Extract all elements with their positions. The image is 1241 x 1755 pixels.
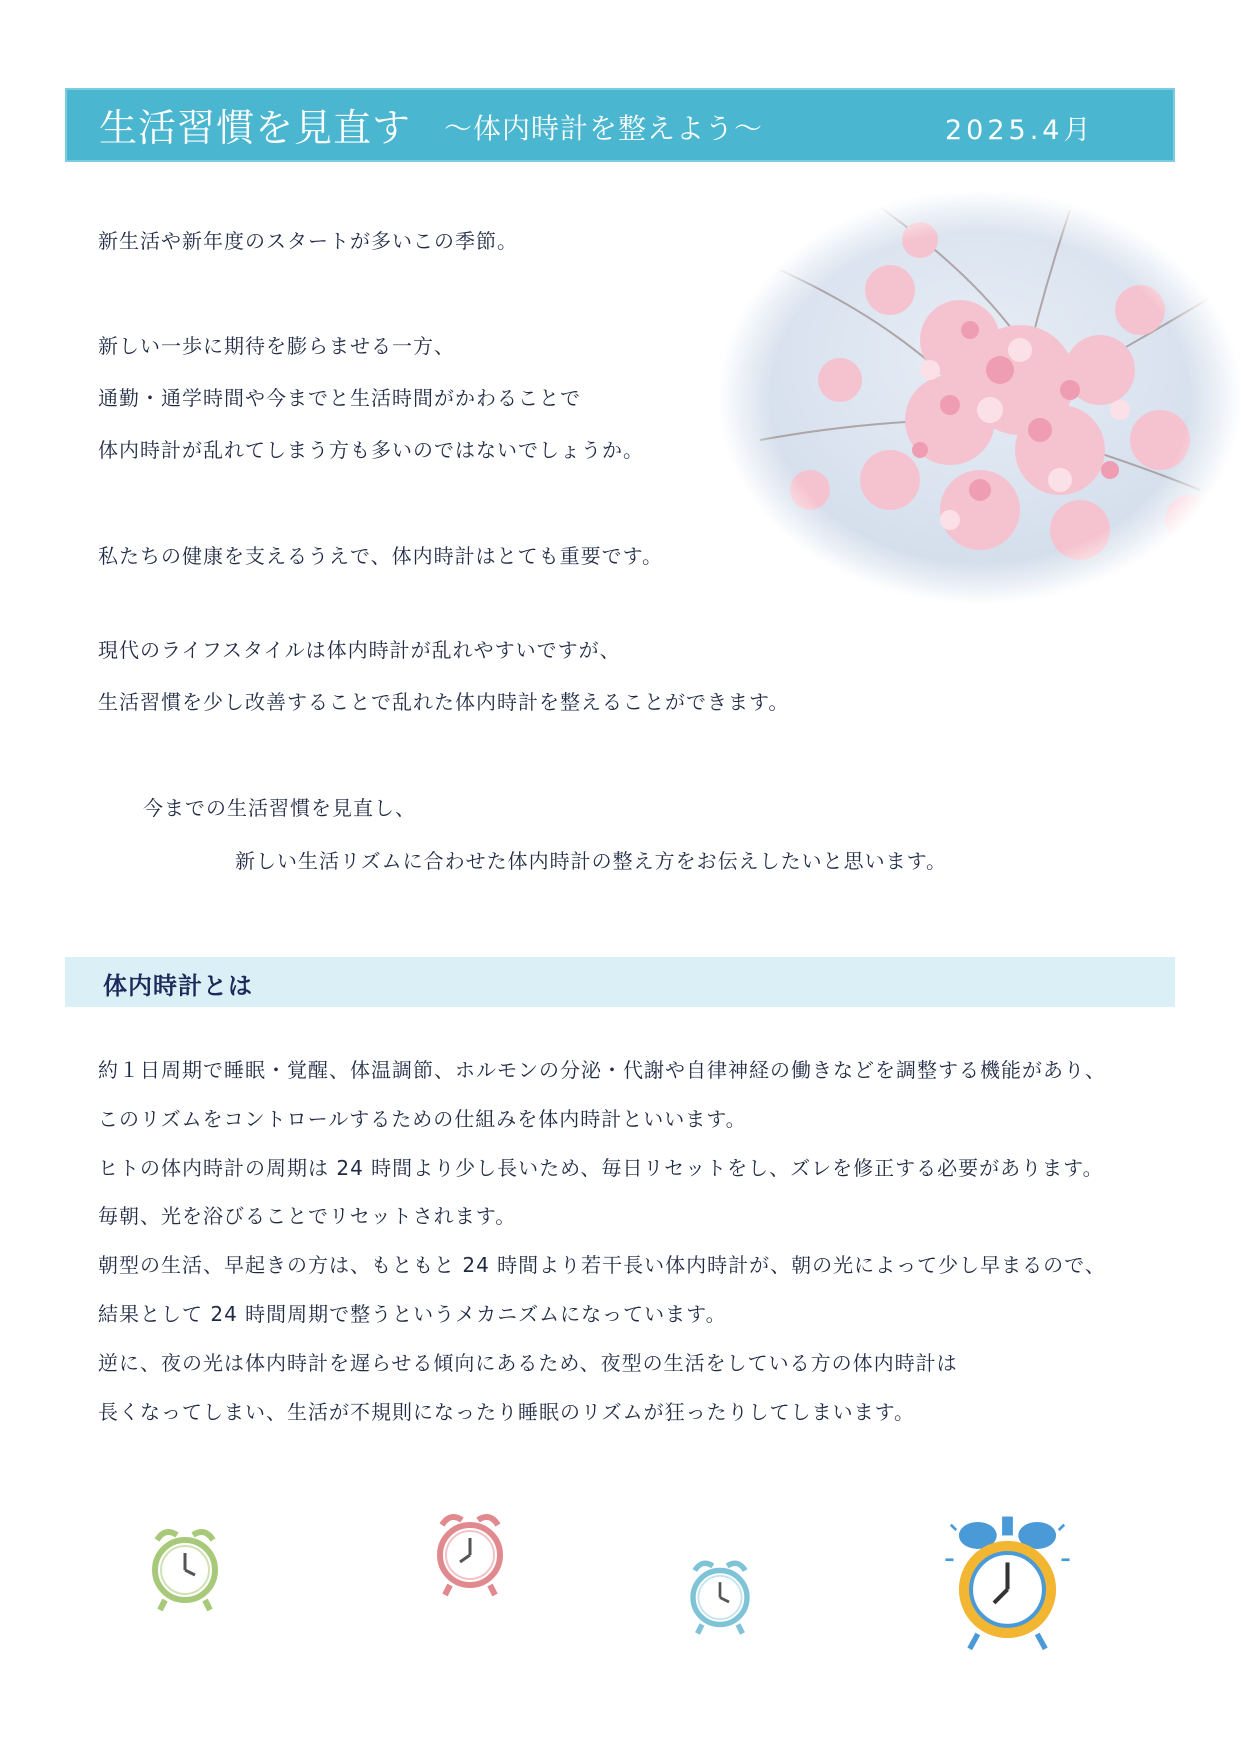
section-heading: 体内時計とは [103, 972, 253, 1000]
header-banner [65, 88, 1175, 162]
page-subtitle: ～体内時計を整えよう～ [444, 112, 764, 145]
body-line: このリズムをコントロールするための仕組みを体内時計といいます。 [98, 1107, 747, 1131]
body-line: ヒトの体内時計の周期は 24 時間より少し長いため、毎日リセットをし、ズレを修正する必要があります。 [98, 1156, 1104, 1180]
body-line: 長くなってしまい、生活が不規則になったり睡眠のリズムが狂ったりしてしまいます。 [98, 1400, 915, 1424]
intro-line-5: 私たちの健康を支えるうえで、体内時計はとても重要です。 [98, 544, 663, 568]
cherry-blossom-image [720, 190, 1240, 605]
intro-line-4: 体内時計が乱れてしまう方も多いのではないでしょうか。 [98, 438, 644, 462]
alarm-clock-lightblue-icon [675, 1548, 765, 1638]
body-line: 朝型の生活、早起きの方は、もともと 24 時間より若干長い体内時計が、朝の光によって少し早まるので、 [98, 1253, 1106, 1277]
issue-date: 2025.4月 [945, 115, 1095, 146]
intro-line-7: 生活習慣を少し改善することで乱れた体内時計を整えることができます。 [98, 690, 790, 714]
intro-line-8: 今までの生活習慣を見直し、 [143, 796, 416, 820]
body-line: 結果として 24 時間周期で整うというメカニズムになっています。 [98, 1302, 727, 1326]
alarm-clock-green-icon [135, 1515, 235, 1615]
body-line: 約１日周期で睡眠・覚醒、体温調節、ホルモンの分泌・代謝や自律神経の働きなどを調整する機能があり、 [98, 1058, 1106, 1082]
page-title: 生活習慣を見直す [99, 106, 412, 150]
alarm-clock-yellow-icon [940, 1505, 1075, 1655]
body-line: 逆に、夜の光は体内時計を遅らせる傾向にあるため、夜型の生活をしている方の体内時計は [98, 1351, 958, 1375]
intro-line-3: 通勤・通学時間や今までと生活時間がかわることで [98, 386, 581, 410]
intro-line-9: 新しい生活リズムに合わせた体内時計の整え方をお伝えしたいと思います。 [235, 849, 947, 873]
intro-line-1: 新生活や新年度のスタートが多いこの季節。 [98, 229, 518, 253]
body-line: 毎朝、光を浴びることでリセットされます。 [98, 1204, 517, 1228]
intro-line-2: 新しい一歩に期待を膨らませる一方、 [98, 334, 455, 358]
intro-line-6: 現代のライフスタイルは体内時計が乱れやすいですが、 [98, 638, 621, 662]
alarm-clock-pink-icon [420, 1500, 520, 1600]
section-header [65, 957, 1175, 1007]
